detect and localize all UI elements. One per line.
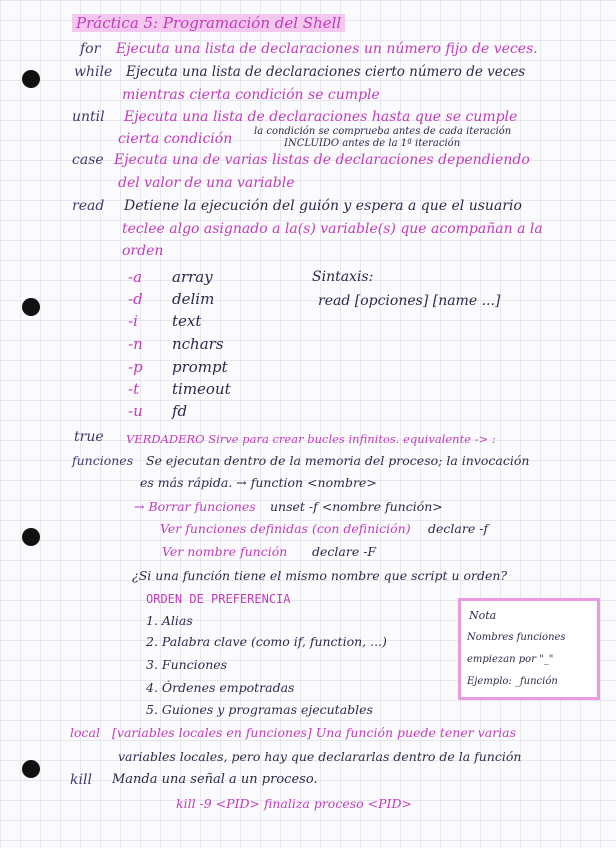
- keyword-until: until: [72, 109, 105, 125]
- funciones-view-defined: Ver funciones definidas (con definición): [160, 521, 411, 536]
- read-option-name: array: [172, 268, 213, 286]
- keyword-case: case: [72, 152, 104, 168]
- note-line-2: empiezan por "_": [467, 654, 554, 665]
- until-condition: cierta condición: [118, 131, 233, 147]
- read-option-flag: -a: [128, 268, 143, 286]
- until-description: Ejecuta una lista de declaraciones hasta que se cumple: [124, 109, 518, 125]
- funciones-view-name-cmd: declare -F: [312, 544, 377, 559]
- funciones-line-1: Se ejecutan dentro de la memoria del proceso; la invocación: [146, 453, 530, 468]
- keyword-read: read: [72, 198, 105, 214]
- read-option-name: prompt: [172, 358, 228, 376]
- binder-hole: [22, 70, 40, 88]
- note-box: [458, 598, 600, 700]
- order-item: 4. Órdenes empotradas: [146, 680, 295, 695]
- read-option-name: nchars: [172, 335, 224, 353]
- order-item: 3. Funciones: [146, 657, 228, 672]
- read-syntax-label: Sintaxis:: [312, 269, 374, 285]
- keyword-funciones: funciones: [72, 453, 134, 468]
- until-note-1: la condición se comprueba antes de cada iteración: [254, 126, 512, 137]
- read-syntax: read [opciones] [name ...]: [318, 293, 501, 309]
- keyword-true: true: [74, 429, 104, 445]
- funciones-question: ¿Si una función tiene el mismo nombre que script u orden?: [132, 568, 508, 583]
- kill-example: kill -9 <PID> finaliza proceso <PID>: [176, 796, 412, 811]
- while-description: Ejecuta una lista de declaraciones cierto número de veces: [126, 64, 526, 80]
- read-option-name: text: [172, 312, 202, 330]
- binder-hole: [22, 298, 40, 316]
- funciones-delete: → Borrar funciones: [134, 499, 256, 514]
- read-option-flag: -d: [128, 290, 143, 308]
- funciones-delete-cmd: unset -f <nombre función>: [270, 499, 443, 514]
- funciones-view-name: Ver nombre función: [162, 544, 288, 559]
- read-option-name: delim: [172, 290, 215, 308]
- order-title: ORDEN DE PREFERENCIA: [146, 592, 291, 606]
- order-item: 5. Guiones y programas ejecutables: [146, 702, 373, 717]
- case-variable: del valor de una variable: [118, 175, 295, 191]
- read-option-flag: -i: [128, 312, 138, 330]
- read-option-name: fd: [172, 402, 188, 420]
- keyword-for: for: [80, 41, 101, 57]
- keyword-kill: kill: [70, 772, 92, 788]
- read-option-name: timeout: [172, 380, 231, 398]
- keyword-local: local: [70, 725, 100, 740]
- true-description: VERDADERO Sirve para crear bucles infinitos. equivalente -> :: [126, 432, 496, 446]
- read-option-flag: -t: [128, 380, 140, 398]
- page-title: Práctica 5: Programación del Shell: [72, 14, 345, 32]
- read-option-flag: -n: [128, 335, 143, 353]
- read-option-flag: -p: [128, 358, 143, 376]
- binder-hole: [22, 528, 40, 546]
- keyword-while: while: [74, 64, 113, 80]
- local-description: [variables locales en funciones] Una función puede tener varias: [112, 725, 517, 740]
- read-description-2: teclee algo asignado a la(s) variable(s) que acompañan a la: [122, 221, 543, 237]
- funciones-line-2: es más rápida. → function <nombre>: [140, 475, 377, 490]
- order-item: 2. Palabra clave (como if, function, ...): [146, 634, 387, 649]
- until-note-2: INCLUIDO antes de la 1ª iteración: [284, 138, 461, 149]
- case-description: Ejecuta una de varias listas de declaraciones dependiendo: [114, 152, 530, 168]
- for-description: Ejecuta una lista de declaraciones un número fijo de veces.: [116, 41, 538, 57]
- read-option-flag: -u: [128, 402, 143, 420]
- note-title: Nota: [469, 609, 497, 622]
- order-item: 1. Alias: [146, 613, 193, 628]
- binder-hole: [22, 760, 40, 778]
- read-description: Detiene la ejecución del guión y espera a que el usuario: [124, 198, 522, 214]
- while-condition: mientras cierta condición se cumple: [122, 87, 380, 103]
- kill-description: Manda una señal a un proceso.: [112, 772, 318, 787]
- local-description-2: variables locales, pero hay que declararlas dentro de la función: [118, 749, 522, 764]
- note-line-3: Ejemplo: _función: [467, 676, 558, 687]
- note-line-1: Nombres funciones: [467, 632, 566, 643]
- funciones-view-defined-cmd: declare -f: [428, 521, 489, 536]
- read-description-3: orden: [122, 243, 164, 259]
